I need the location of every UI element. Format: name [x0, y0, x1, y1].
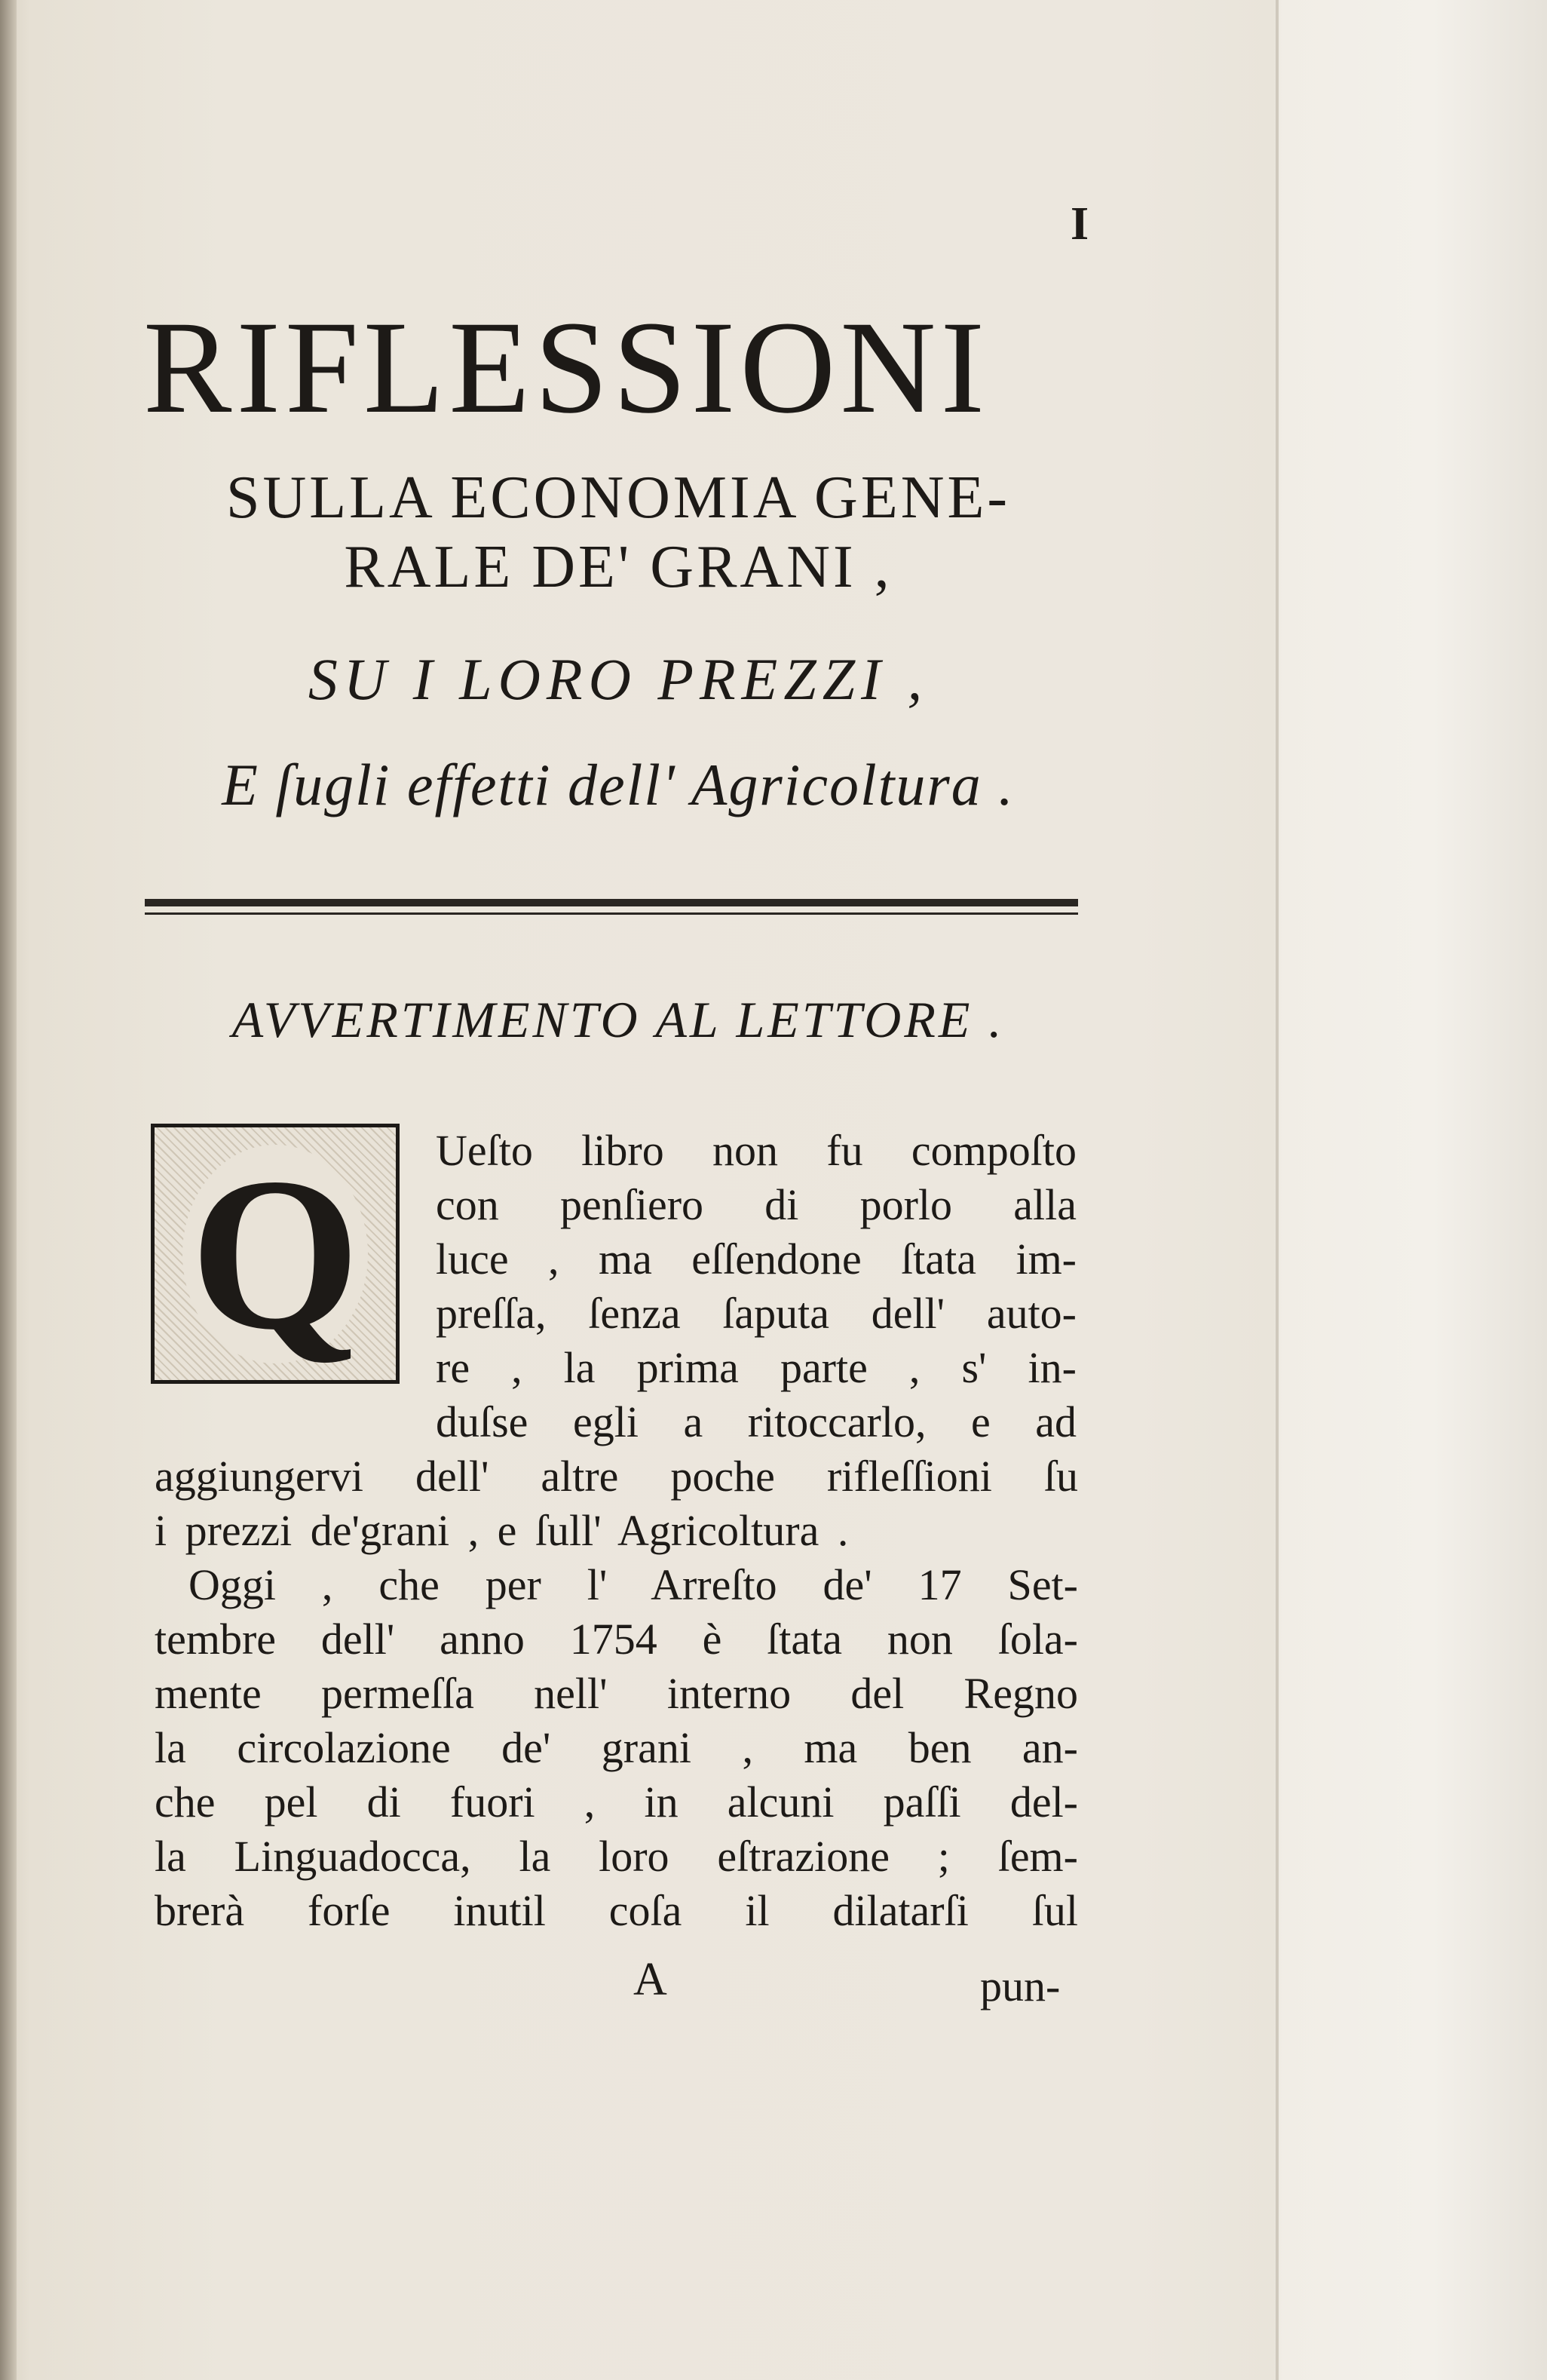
signature-mark: A [633, 1954, 667, 2005]
body-line: la Linguadocca, la loro eſtrazione ; ſem- [155, 1832, 1078, 1881]
subtitle-italic: SU I LORO PREZZI , [308, 646, 929, 712]
section-heading: AVVERTIMENTO AL LETTORE . [231, 991, 1005, 1048]
subtitle-line-2: RALE DE' GRANI , [344, 534, 893, 600]
body-line: che pel di fuori , in alcuni paſſi del- [155, 1777, 1078, 1826]
body-line: brerà forſe inutil coſa il dilatarſi ſul [155, 1886, 1078, 1935]
subtitle-line-1: SULLA ECONOMIA GENE- [226, 465, 1010, 531]
body-line: Oggi , che per l' Arreſto de' 17 Set- [188, 1560, 1078, 1609]
decorated-initial [151, 1124, 400, 1384]
body-line: duſse egli a ritoccarlo, e ad [436, 1397, 1077, 1446]
body-line: i prezzi de'grani , e ſull' Agricoltura . [155, 1506, 849, 1555]
page-edge [1276, 0, 1279, 2380]
body-line: aggiungervi dell' altre poche rifleſſioni ſu [155, 1452, 1078, 1501]
drop-cap-letter: Q [182, 1145, 368, 1363]
body-line: Ueſto libro non fu compoſto [436, 1126, 1077, 1175]
body-line: la circolazione de' grani , ma ben an- [155, 1723, 1078, 1772]
book-spine-shadow [0, 0, 17, 2380]
page-number: I [1071, 198, 1089, 250]
divider-rule-thin [145, 912, 1078, 915]
divider-rule [145, 899, 1078, 906]
page-title: RIFLESSIONI [143, 294, 990, 441]
body-line: con penſiero di porlo alla [436, 1180, 1077, 1229]
subtitle-italic-2: E ſugli effetti dell' Agricoltura . [222, 752, 1015, 817]
body-line: re , la prima parte , s' in- [436, 1343, 1077, 1392]
body-line: tembre dell' anno 1754 è ſtata non ſola- [155, 1615, 1078, 1664]
body-line: luce , ma eſſendone ſtata im- [436, 1234, 1077, 1284]
catchword: pun- [980, 1961, 1061, 2010]
body-line: mente permeſſa nell' interno del Regno [155, 1669, 1078, 1718]
body-line: preſſa, ſenza ſaputa dell' auto- [436, 1289, 1077, 1338]
